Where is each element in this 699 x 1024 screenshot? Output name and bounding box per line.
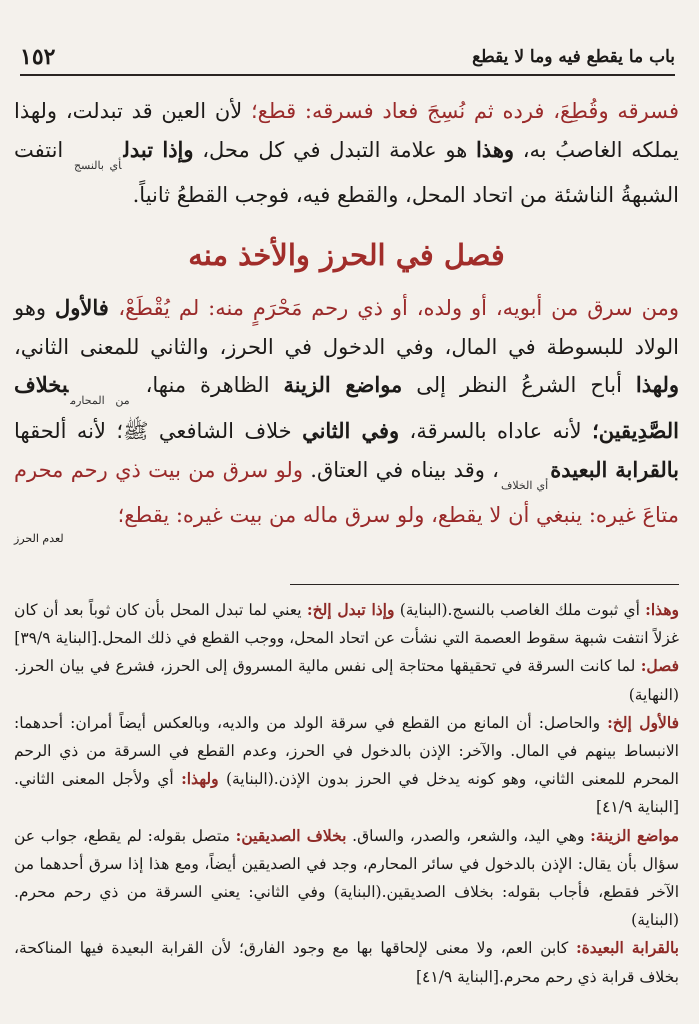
main-text [14, 92, 679, 549]
commentary-text: ، وقد بيناه في العتاق. [302, 457, 499, 482]
interlinear-gloss: لعدم الحرز [14, 531, 64, 545]
note-head: بالقرابة البعيدة: [575, 938, 679, 958]
matn-text: ولو سرق من بيت ذي رحم محرم متاعَ غيره: ينبغي أن لا يقطع، ولو سرق ماله من بيت غيره: يقطع؛ [14, 457, 679, 527]
page-number: ١٥٢ [20, 44, 56, 70]
note-text: أي ثبوت ملك الغاصب بالنسج.(البناية) [394, 601, 646, 619]
note-head: مواضع الزينة: [590, 825, 679, 845]
note-text: متصل بقوله: لم يقطع، جواب عن سؤال بأن يقال: الإذن بالدخول في سائر المحارم، وجد في الصديقين أيضاً، ومع هذا إذا سرق أحدهما من الآخر فقطع، فأجاب بقوله: بخلاف الصديقين.(البناية) وفي الثاني: يعني السرقة من ذي رحم محرم.(البناية) [14, 826, 679, 930]
keyword: بالقرابة البعيدة [550, 456, 680, 482]
section-title: فصل في الحرز والأخذ منه [188, 238, 505, 273]
footnote [14, 822, 679, 935]
footnote [14, 934, 679, 990]
interlinear-gloss: أي الخلاف [500, 478, 549, 492]
note-head: ولهذا: [181, 769, 219, 789]
keyword: وهذا [475, 136, 515, 162]
keyword: وفي الثاني [302, 417, 400, 443]
paragraph-1 [14, 92, 679, 215]
matn-text: فسرقه وقُطِعَ، فرده ثم نُسِجَ فعاد فسرقه: قطع؛ [251, 99, 679, 123]
page-header [20, 40, 675, 76]
note-text: أي ولأجل المعنى الثاني.[البناية ٤١/٩] [14, 770, 679, 817]
matn-text: ومن سرق من أبويه، أو ولده، أو ذي رحم مَحْرَمٍ منه: لم يُقْطَعْ، [118, 295, 679, 320]
paragraph-2 [14, 289, 679, 535]
footnote-separator [290, 584, 679, 585]
commentary-text: خلاف الشافعي ﷺ؛ لأنه ألحقها [14, 418, 303, 443]
note-text: والحاصل: أن المانع من القطع في سرقة الولد من والديه، وبالعكس أيضاً أمران: أحدهما: الانبساط بينهم في المال. والآخر: الإذن بالدخول في الحرز، وعدم القطع في السرقة من ذي الرحم المحرم للمعنى الثاني، وهو كونه يدخل في الحرز بدون الإذن.(البناية) [14, 713, 679, 789]
commentary-text: هو علامة التبدل في كل محل، [193, 137, 476, 162]
note-head: فالأول إلخ: [607, 712, 680, 732]
commentary-text: لأن العين قد تبدلت، ولهذا يملكه الغاصبُ به، [14, 99, 680, 162]
keyword: وإذا تبدل [123, 136, 194, 162]
commentary-text: لأنه عاداه بالسرقة، [399, 418, 593, 443]
note-text: وهي اليد، والشعر، والصدر، والساق. [346, 826, 591, 845]
commentary-text: أباح الشرعُ النظر إلى [402, 373, 636, 398]
note-text: يعني لما تبدل المحل بأن كان ثوباً بعد أن كان غزلاً انتفت شبهة سقوط العصمة التي نشأت عن اتحاد المحل، ووجب القطع في ذلك المحل.[البناية ٣٩/٩] [14, 601, 679, 648]
footnotes [14, 596, 679, 991]
footnote [14, 652, 679, 708]
note-text: لما كانت السرقة في تحقيقها محتاجة إلى نفس مالية المسروق إلى الحرز، فشرع في بيان الحرز. (النهاية) [14, 657, 679, 704]
interlinear-gloss: أي بالنسج [73, 158, 122, 172]
keyword: مواضع الزينة [283, 372, 403, 398]
commentary-text: انتفت الشبهةُ الناشئة من اتحاد المحل، والقطع فيه، فوجب القطعُ ثانياً. [14, 137, 679, 208]
keyword: بخلاف الصَّدِيقين؛ [14, 372, 679, 443]
running-head: باب ما يقطع فيه وما لا يقطع [472, 47, 675, 67]
interlinear-gloss: من المحارم [70, 394, 130, 408]
footnote [14, 709, 679, 822]
note-head: وهذا: [645, 600, 679, 619]
keyword: ولهذا [635, 372, 679, 398]
keyword: فالأول [54, 294, 119, 320]
note-text: كابن العم، ولا معنى لإلحاقها بها مع وجود الفارق؛ لأن القرابة البعيدة فيها المناكحة، بخلاف قرابة ذي رحم محرم.[البناية ٤١/٩] [14, 939, 679, 986]
footnote [14, 596, 679, 652]
note-head: بخلاف الصديقين: [235, 825, 347, 845]
commentary-text: وهو الولاد للبسوطة في المال، وفي الدخول في الحرز، والثاني للمعنى الثاني، [14, 295, 679, 359]
note-head: وإذا تبدل إلخ: [306, 600, 395, 619]
note-head: فصل: [640, 656, 679, 676]
commentary-text: الظاهرة منها، [131, 373, 284, 398]
